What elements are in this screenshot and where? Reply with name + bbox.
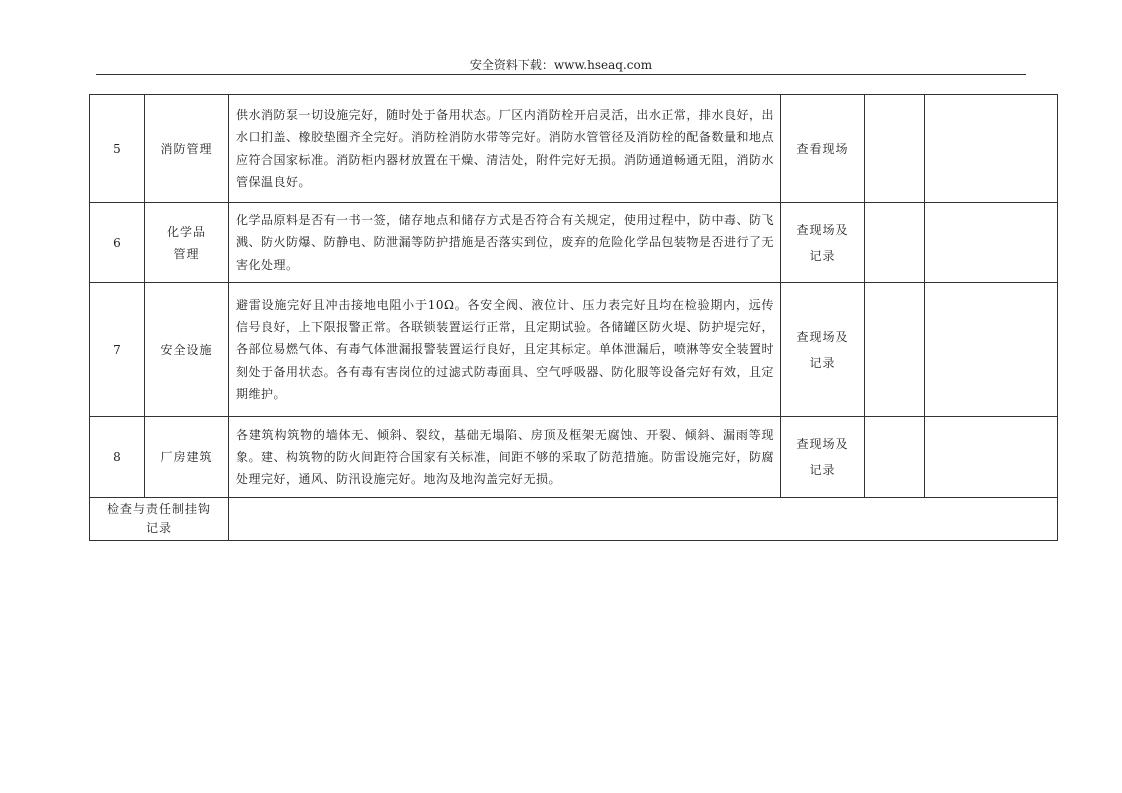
result-cell xyxy=(865,417,925,498)
table-row xyxy=(90,203,1058,283)
result-cell xyxy=(865,283,925,417)
inspection-content: 化学品原料是否有一书一签，储存地点和储存方式是否符合有关规定，使用过程中，防中毒、防飞溅、防火防爆、防静电、防泄漏等防护措施是否落实到位，废弃的危险化学品包装物是否进行了无害化处理。 xyxy=(229,203,781,283)
inspection-method: 查看现场 xyxy=(781,95,865,203)
result-cell xyxy=(865,203,925,283)
remark-cell xyxy=(925,203,1058,283)
result-cell xyxy=(865,95,925,203)
inspection-content: 各建筑构筑物的墙体无、倾斜、裂纹，基础无塌陷、房顶及框架无腐蚀、开裂、倾斜、漏雨等现象。建、构筑物的防火间距符合国家有关标准，间距不够的采取了防范措施。防雷设施完好，防腐处理完好，通风、防汛设施完好。地沟及地沟盖完好无损。 xyxy=(229,417,781,498)
table-row xyxy=(90,417,1058,498)
remark-cell xyxy=(925,95,1058,203)
item-name: 消防管理 xyxy=(145,95,229,203)
record-label: 检查与责任制挂钩 记录 xyxy=(90,498,229,541)
page-header-text: 安全资料下载：www.hseaq.com xyxy=(469,58,653,72)
item-name: 厂房建筑 xyxy=(145,417,229,498)
table-row xyxy=(90,95,1058,203)
inspection-method: 查现场及 记录 xyxy=(781,283,865,417)
record-value xyxy=(229,498,1058,541)
row-number: 5 xyxy=(90,95,145,203)
item-name: 化学品 管理 xyxy=(145,203,229,283)
inspection-content: 供水消防泵一切设施完好，随时处于备用状态。厂区内消防栓开启灵活，出水正常，排水良好，出水口扪盖、橡胶垫圈齐全完好。消防栓消防水带等完好。消防水管管径及消防栓的配备数量和地点应符合国家标准。消防柜内器材放置在干燥、清洁处，附件完好无损。消防通道畅通无阻，消防水管保温良好。 xyxy=(229,95,781,203)
inspection-table xyxy=(89,94,1058,541)
row-number: 8 xyxy=(90,417,145,498)
record-row xyxy=(90,498,1058,541)
inspection-method: 查现场及 记录 xyxy=(781,417,865,498)
inspection-content: 避雷设施完好且冲击接地电阻小于10Ω。各安全阀、液位计、压力表完好且均在检验期内，远传信号良好，上下限报警正常。各联锁装置运行正常，且定期试验。各储罐区防火堤、防护堤完好，各部位易燃气体、有毒气体泄漏报警装置运行良好，且定其标定。单体泄漏后，喷淋等安全装置时刻处于备用状态。各有毒有害岗位的过滤式防毒面具、空气呼吸器、防化服等设备完好有效，且定期维护。 xyxy=(229,283,781,417)
row-number: 6 xyxy=(90,203,145,283)
table-row xyxy=(90,283,1058,417)
remark-cell xyxy=(925,283,1058,417)
header-rule xyxy=(96,74,1026,75)
remark-cell xyxy=(925,417,1058,498)
item-name: 安全设施 xyxy=(145,283,229,417)
inspection-method: 查现场及 记录 xyxy=(781,203,865,283)
row-number: 7 xyxy=(90,283,145,417)
